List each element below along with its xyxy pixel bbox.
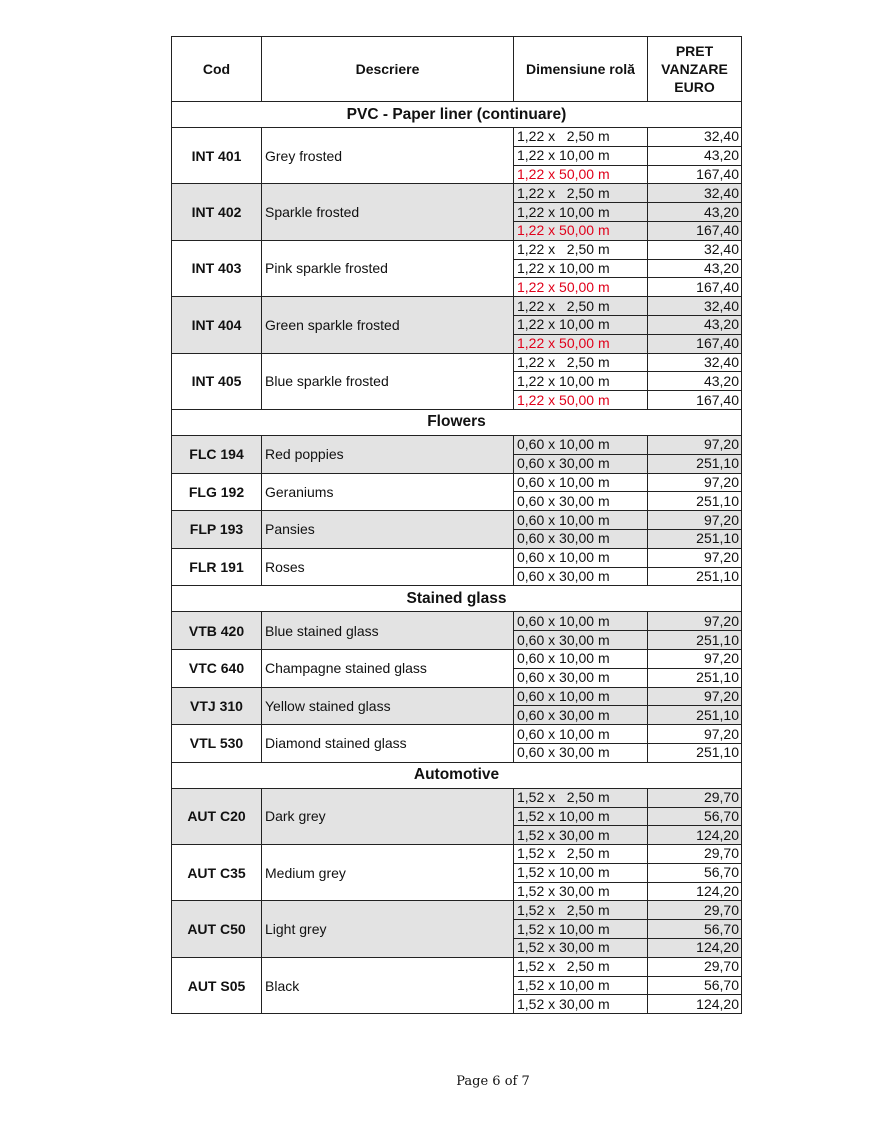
product-code: AUT C50 <box>172 901 262 957</box>
price-euro: 167,40 <box>648 165 742 184</box>
product-group <box>172 511 742 549</box>
product-group <box>172 435 742 473</box>
roll-dimension: 0,60 x 10,00 m <box>514 435 648 454</box>
roll-dimension: 1,52 x 30,00 m <box>514 826 648 845</box>
product-group <box>172 649 742 687</box>
section-group <box>172 409 742 435</box>
roll-dimension: 1,22 x 10,00 m <box>514 372 648 391</box>
section-row <box>172 762 742 788</box>
price-euro: 29,70 <box>648 901 742 920</box>
product-description: Medium grey <box>262 845 514 901</box>
section-row <box>172 102 742 128</box>
price-euro: 251,10 <box>648 492 742 511</box>
price-euro: 124,20 <box>648 882 742 901</box>
price-euro: 29,70 <box>648 845 742 864</box>
roll-dimension: 0,60 x 10,00 m <box>514 612 648 631</box>
roll-dimension: 1,22 x 10,00 m <box>514 315 648 334</box>
roll-dimension: 1,22 x 50,00 m <box>514 165 648 184</box>
table-row <box>172 901 742 920</box>
product-group <box>172 687 742 725</box>
roll-dimension: 1,52 x 2,50 m <box>514 845 648 864</box>
product-group <box>172 128 742 184</box>
roll-dimension: 0,60 x 30,00 m <box>514 529 648 548</box>
roll-dimension: 1,52 x 10,00 m <box>514 920 648 939</box>
price-euro: 43,20 <box>648 203 742 222</box>
price-euro: 97,20 <box>648 511 742 530</box>
header-price-line2: VANZARE <box>661 61 728 77</box>
roll-dimension: 0,60 x 10,00 m <box>514 548 648 567</box>
roll-dimension: 1,52 x 30,00 m <box>514 939 648 958</box>
roll-dimension: 0,60 x 30,00 m <box>514 743 648 762</box>
roll-dimension: 0,60 x 10,00 m <box>514 511 648 530</box>
roll-dimension: 1,52 x 10,00 m <box>514 863 648 882</box>
table-row <box>172 353 742 372</box>
price-euro: 97,20 <box>648 548 742 567</box>
product-description: Yellow stained glass <box>262 687 514 725</box>
product-code: FLR 191 <box>172 548 262 586</box>
roll-dimension: 1,22 x 2,50 m <box>514 240 648 259</box>
table-row <box>172 511 742 530</box>
product-code: AUT S05 <box>172 957 262 1013</box>
header-row <box>172 37 742 102</box>
price-euro: 32,40 <box>648 297 742 316</box>
roll-dimension: 1,22 x 2,50 m <box>514 184 648 203</box>
roll-dimension: 1,22 x 10,00 m <box>514 146 648 165</box>
roll-dimension: 1,52 x 10,00 m <box>514 976 648 995</box>
product-code: VTB 420 <box>172 612 262 650</box>
price-euro: 251,10 <box>648 706 742 725</box>
header-price-line1: PRET <box>675 43 714 59</box>
product-group <box>172 548 742 586</box>
product-description: Sparkle frosted <box>262 184 514 240</box>
product-description: Grey frosted <box>262 128 514 184</box>
page-number: Page 6 of 7 <box>456 1074 530 1089</box>
price-euro: 97,20 <box>648 473 742 492</box>
roll-dimension: 1,52 x 2,50 m <box>514 788 648 807</box>
product-code: INT 402 <box>172 184 262 240</box>
price-euro: 56,70 <box>648 807 742 826</box>
product-code: FLG 192 <box>172 473 262 511</box>
price-euro: 56,70 <box>648 863 742 882</box>
table-row <box>172 473 742 492</box>
product-code: INT 404 <box>172 297 262 353</box>
roll-dimension: 1,22 x 10,00 m <box>514 259 648 278</box>
product-description: Pink sparkle frosted <box>262 240 514 296</box>
product-description: Roses <box>262 548 514 586</box>
table-header <box>172 37 742 102</box>
roll-dimension: 1,52 x 2,50 m <box>514 957 648 976</box>
table-row <box>172 788 742 807</box>
price-euro: 32,40 <box>648 240 742 259</box>
product-group <box>172 184 742 240</box>
product-group <box>172 240 742 296</box>
price-euro: 29,70 <box>648 788 742 807</box>
header-price-line3: EURO <box>674 79 715 95</box>
product-description: Diamond stained glass <box>262 725 514 763</box>
price-euro: 56,70 <box>648 920 742 939</box>
product-group <box>172 788 742 844</box>
header-dimension: Dimensiune rolă <box>514 37 648 102</box>
product-description: Blue stained glass <box>262 612 514 650</box>
table-row <box>172 297 742 316</box>
price-euro: 251,10 <box>648 631 742 650</box>
product-group <box>172 901 742 957</box>
roll-dimension: 1,22 x 50,00 m <box>514 391 648 410</box>
roll-dimension: 0,60 x 10,00 m <box>514 649 648 668</box>
price-table <box>171 36 742 1014</box>
price-euro: 97,20 <box>648 687 742 706</box>
table-row <box>172 612 742 631</box>
product-group <box>172 353 742 409</box>
price-euro: 167,40 <box>648 391 742 410</box>
table-row <box>172 845 742 864</box>
header-price <box>648 37 742 102</box>
price-euro: 43,20 <box>648 259 742 278</box>
price-euro: 124,20 <box>648 995 742 1014</box>
price-euro: 29,70 <box>648 957 742 976</box>
roll-dimension: 0,60 x 30,00 m <box>514 567 648 586</box>
roll-dimension: 0,60 x 30,00 m <box>514 454 648 473</box>
table-row <box>172 435 742 454</box>
roll-dimension: 1,22 x 50,00 m <box>514 334 648 353</box>
price-euro: 32,40 <box>648 184 742 203</box>
price-euro: 124,20 <box>648 939 742 958</box>
section-group <box>172 762 742 788</box>
product-code: VTC 640 <box>172 649 262 687</box>
section-row <box>172 586 742 612</box>
price-euro: 32,40 <box>648 353 742 372</box>
product-code: INT 405 <box>172 353 262 409</box>
product-group <box>172 297 742 353</box>
product-description: Champagne stained glass <box>262 649 514 687</box>
header-description: Descriere <box>262 37 514 102</box>
price-euro: 251,10 <box>648 567 742 586</box>
price-euro: 167,40 <box>648 278 742 297</box>
price-euro: 167,40 <box>648 334 742 353</box>
roll-dimension: 1,52 x 30,00 m <box>514 882 648 901</box>
product-description: Blue sparkle frosted <box>262 353 514 409</box>
product-description: Pansies <box>262 511 514 549</box>
product-code: INT 401 <box>172 128 262 184</box>
table-row <box>172 957 742 976</box>
table-row <box>172 725 742 744</box>
header-code: Cod <box>172 37 262 102</box>
price-euro: 43,20 <box>648 372 742 391</box>
roll-dimension: 0,60 x 30,00 m <box>514 492 648 511</box>
roll-dimension: 1,52 x 2,50 m <box>514 901 648 920</box>
section-title: Stained glass <box>172 586 742 612</box>
price-euro: 251,10 <box>648 743 742 762</box>
product-group <box>172 473 742 511</box>
table-row <box>172 184 742 203</box>
section-group <box>172 102 742 128</box>
section-group <box>172 586 742 612</box>
roll-dimension: 0,60 x 10,00 m <box>514 687 648 706</box>
product-code: VTL 530 <box>172 725 262 763</box>
table-row <box>172 548 742 567</box>
price-euro: 251,10 <box>648 454 742 473</box>
product-code: AUT C20 <box>172 788 262 844</box>
price-euro: 97,20 <box>648 725 742 744</box>
roll-dimension: 1,22 x 2,50 m <box>514 297 648 316</box>
price-euro: 32,40 <box>648 128 742 147</box>
product-description: Red poppies <box>262 435 514 473</box>
roll-dimension: 1,22 x 2,50 m <box>514 128 648 147</box>
product-group <box>172 845 742 901</box>
product-code: VTJ 310 <box>172 687 262 725</box>
price-euro: 97,20 <box>648 649 742 668</box>
roll-dimension: 0,60 x 30,00 m <box>514 668 648 687</box>
product-code: AUT C35 <box>172 845 262 901</box>
roll-dimension: 0,60 x 30,00 m <box>514 706 648 725</box>
price-euro: 43,20 <box>648 146 742 165</box>
roll-dimension: 1,22 x 2,50 m <box>514 353 648 372</box>
section-title: Flowers <box>172 409 742 435</box>
roll-dimension: 1,22 x 50,00 m <box>514 221 648 240</box>
section-row <box>172 409 742 435</box>
product-code: INT 403 <box>172 240 262 296</box>
product-code: FLP 193 <box>172 511 262 549</box>
section-title: Automotive <box>172 762 742 788</box>
roll-dimension: 1,22 x 50,00 m <box>514 278 648 297</box>
roll-dimension: 1,22 x 10,00 m <box>514 203 648 222</box>
price-euro: 167,40 <box>648 221 742 240</box>
price-euro: 97,20 <box>648 435 742 454</box>
roll-dimension: 1,52 x 10,00 m <box>514 807 648 826</box>
roll-dimension: 0,60 x 10,00 m <box>514 725 648 744</box>
price-euro: 124,20 <box>648 826 742 845</box>
roll-dimension: 0,60 x 10,00 m <box>514 473 648 492</box>
product-group <box>172 612 742 650</box>
price-euro: 251,10 <box>648 668 742 687</box>
table-row <box>172 240 742 259</box>
roll-dimension: 1,52 x 30,00 m <box>514 995 648 1014</box>
product-description: Light grey <box>262 901 514 957</box>
product-group <box>172 725 742 763</box>
price-euro: 43,20 <box>648 315 742 334</box>
table-row <box>172 687 742 706</box>
roll-dimension: 0,60 x 30,00 m <box>514 631 648 650</box>
price-euro: 97,20 <box>648 612 742 631</box>
product-group <box>172 957 742 1013</box>
product-description: Black <box>262 957 514 1013</box>
price-euro: 56,70 <box>648 976 742 995</box>
section-title: PVC - Paper liner (continuare) <box>172 102 742 128</box>
table-row <box>172 649 742 668</box>
product-code: FLC 194 <box>172 435 262 473</box>
product-description: Green sparkle frosted <box>262 297 514 353</box>
product-description: Geraniums <box>262 473 514 511</box>
table-row <box>172 128 742 147</box>
product-description: Dark grey <box>262 788 514 844</box>
price-euro: 251,10 <box>648 529 742 548</box>
